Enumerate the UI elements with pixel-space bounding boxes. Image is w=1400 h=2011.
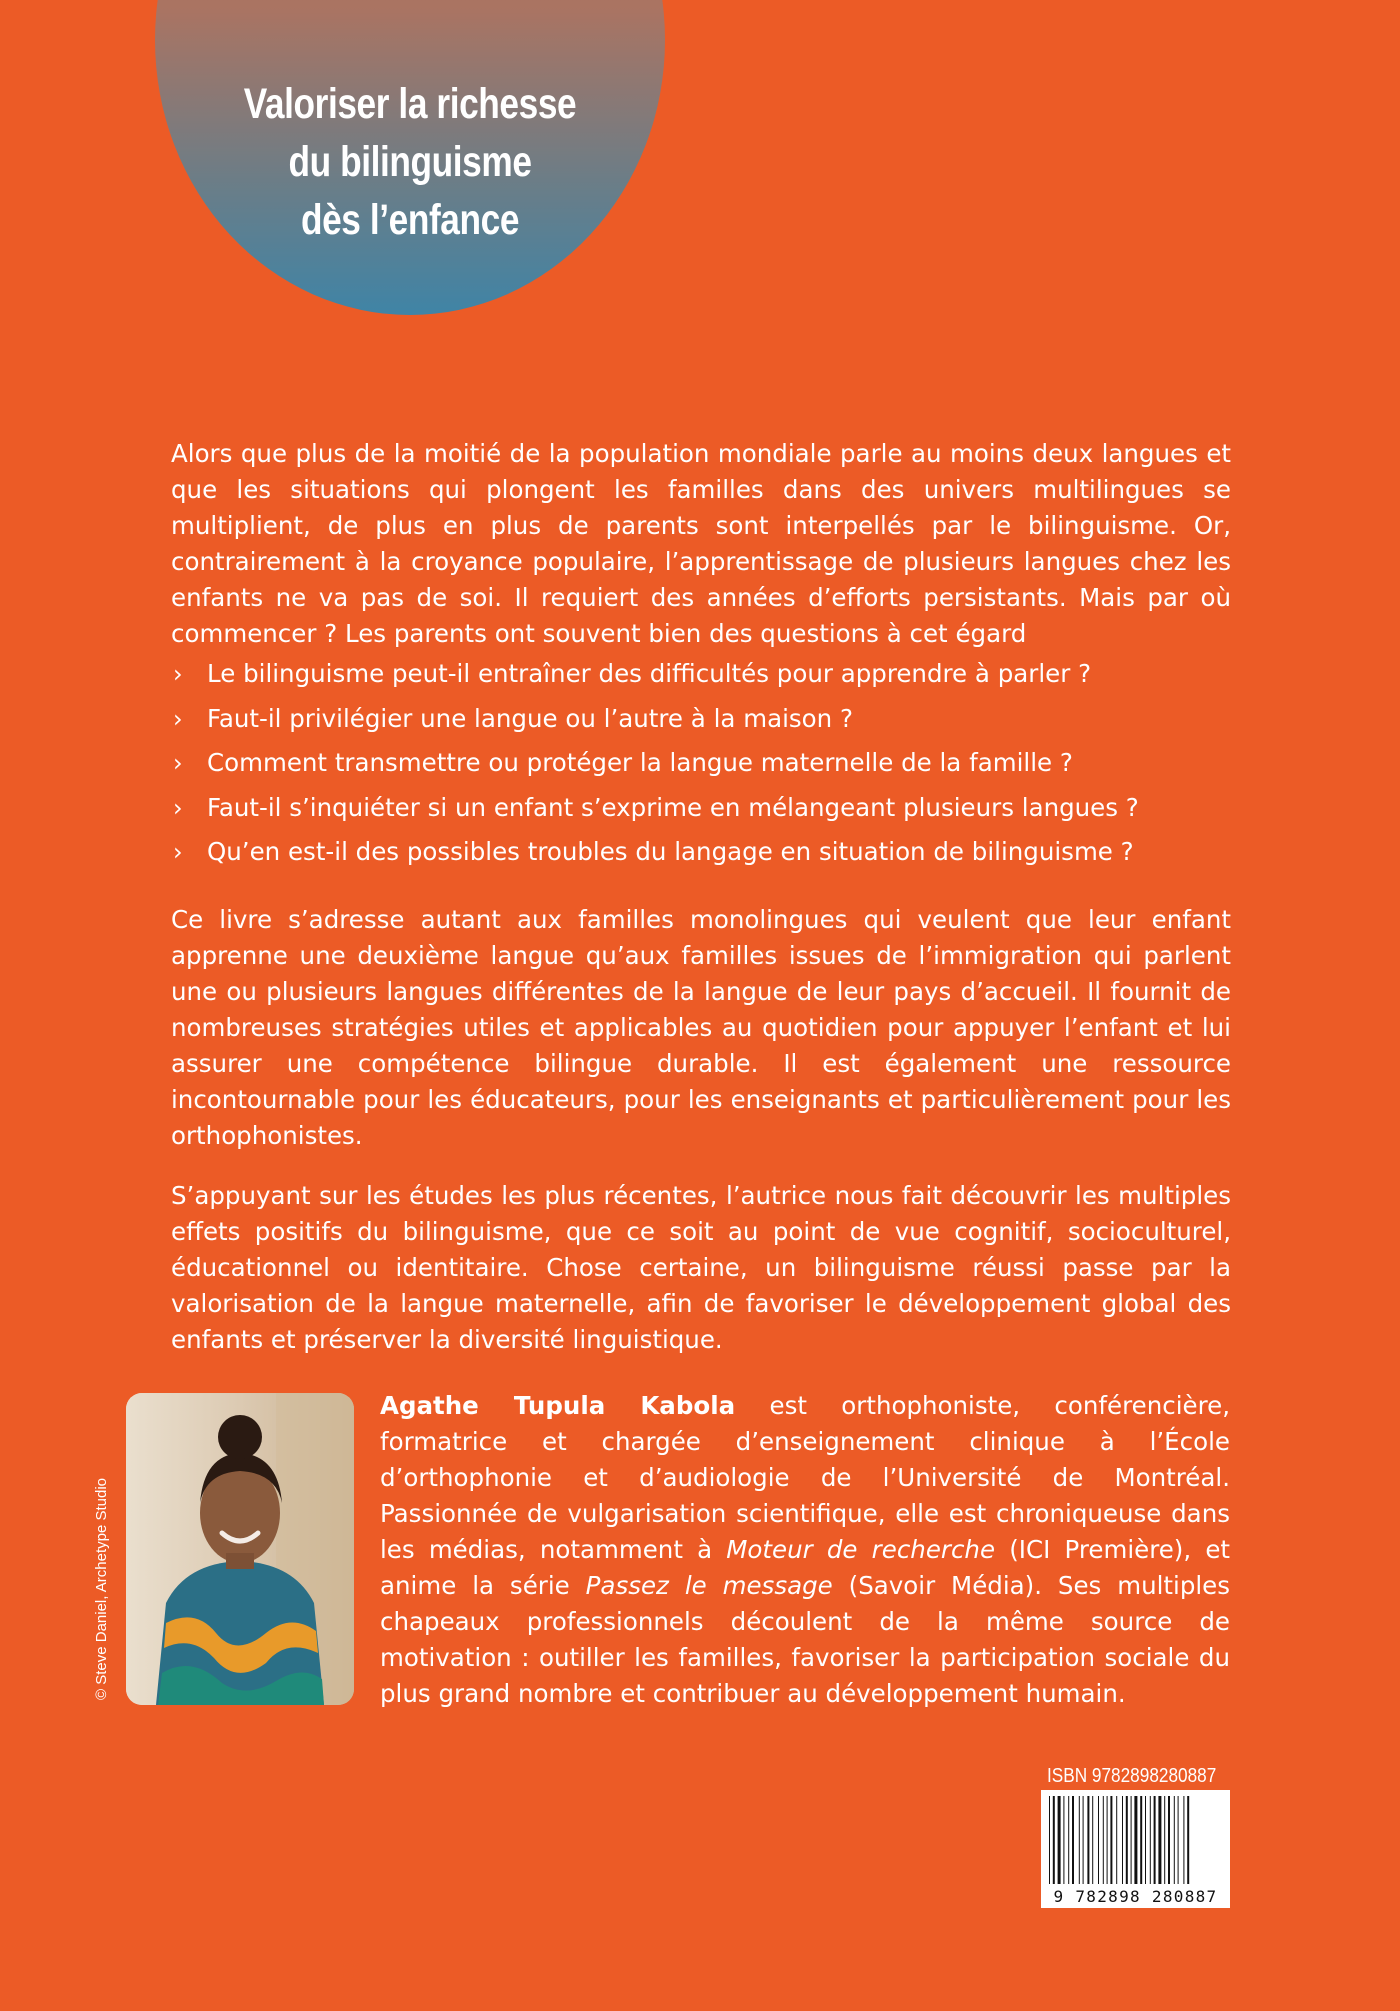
author-photo xyxy=(126,1393,354,1705)
barcode-bar xyxy=(1072,1796,1074,1884)
barcode-bar xyxy=(1049,1796,1050,1884)
title-badge xyxy=(155,0,665,315)
barcode-bar xyxy=(1126,1796,1128,1884)
barcode-bar xyxy=(1183,1796,1184,1884)
barcode-bars xyxy=(1041,1790,1230,1890)
barcode-bar xyxy=(1103,1796,1104,1884)
barcode-bar xyxy=(1092,1796,1093,1884)
barcode-bar xyxy=(1122,1796,1123,1884)
barcode-bar xyxy=(1107,1796,1108,1884)
barcode-bar xyxy=(1154,1796,1156,1884)
question-list xyxy=(171,656,1241,879)
barcode-bar xyxy=(1178,1796,1179,1884)
barcode-bar xyxy=(1063,1796,1064,1884)
bio-text-2: (ICI Première), et anime la série xyxy=(380,1535,1231,1600)
barcode-bar xyxy=(1079,1796,1080,1884)
barcode-bar xyxy=(1187,1796,1189,1884)
chevron-right-icon: › xyxy=(173,704,183,733)
author-bio xyxy=(380,1388,1230,1712)
barcode-bar xyxy=(1068,1796,1069,1884)
barcode-bar xyxy=(1134,1796,1137,1884)
book-title xyxy=(201,75,619,249)
question-text: Faut-il s’inquiéter si un enfant s’exprime en mélangeant plusieurs langues ? xyxy=(207,792,1139,822)
barcode-bar xyxy=(1140,1796,1142,1884)
barcode-bar xyxy=(1150,1796,1151,1884)
barcode-bar xyxy=(1145,1796,1146,1884)
barcode-bar xyxy=(1083,1796,1084,1884)
bio-text-1: est orthophoniste, conférencière, formatrice et chargée d’enseignement clinique à l’École d’orthophonie et d’audiologie de l’Université de Montréal. Passionnée de vulgarisation scientifique, elle est chroniqueuse dans les médias, notamment à xyxy=(380,1391,1230,1564)
author-portrait-illustration xyxy=(126,1393,354,1705)
question-text: Comment transmettre ou protéger la langue maternelle de la famille ? xyxy=(207,748,1073,777)
barcode-bar xyxy=(1158,1796,1161,1884)
show-title-2: Passez le message xyxy=(585,1571,833,1600)
title-line-3: dès l’enfance xyxy=(300,196,520,244)
barcode-bar xyxy=(1164,1796,1165,1884)
author-name: Agathe Tupula Kabola xyxy=(380,1391,736,1420)
barcode-bar xyxy=(1098,1796,1099,1884)
isbn-label: ISBN 9782898280887 xyxy=(1047,1765,1217,1787)
chevron-right-icon: › xyxy=(173,793,183,822)
barcode xyxy=(1041,1790,1230,1908)
bio-text-3: (Savoir Média). Ses multiples chapeaux professionnels découlent de la même source de motivation : outiller les familles, favoriser la participation sociale du plus grand nombre et contribuer au développement humain. xyxy=(380,1571,1231,1708)
barcode-bar xyxy=(1053,1796,1055,1884)
barcode-bar xyxy=(1168,1796,1170,1884)
list-item xyxy=(171,656,1241,701)
title-line-1: Valoriser la richesse xyxy=(243,80,577,128)
show-title-1: Moteur de recherche xyxy=(726,1535,996,1564)
chevron-right-icon: › xyxy=(173,660,183,688)
barcode-bar xyxy=(1087,1796,1089,1884)
question-text: Le bilinguisme peut-il entraîner des difficultés pour apprendre à parler ? xyxy=(207,659,1092,688)
list-item xyxy=(171,834,1241,879)
list-item xyxy=(171,790,1241,835)
title-line-2: du bilinguisme xyxy=(288,138,532,186)
barcode-bar xyxy=(1058,1796,1061,1884)
chevron-right-icon: › xyxy=(173,749,183,777)
barcode-digits: 9 782898 280887 xyxy=(1045,1886,1226,1908)
photo-credit: © Steve Daniel, Archetype Studio xyxy=(93,1477,110,1700)
barcode-bar xyxy=(1116,1796,1117,1884)
barcode-bar xyxy=(1131,1796,1132,1884)
list-item xyxy=(171,745,1241,790)
barcode-bar xyxy=(1110,1796,1112,1884)
question-text: Qu’en est-il des possibles troubles du langage en situation de bilinguisme ? xyxy=(207,837,1134,866)
list-item xyxy=(171,701,1241,746)
question-text: Faut-il privilégier une langue ou l’autre à la maison ? xyxy=(207,703,853,733)
benefits-paragraph: S’appuyant sur les études les plus récentes, l’autrice nous fait découvrir les multiples effets positifs du bilinguisme, que ce soit au point de vue cognitif, socioculturel, éducationnel ou identitaire. Chose certaine, un bilinguisme réussi passe par la valorisation de la langue maternelle, afin de favoriser le développement global des enfants et préserver la diversité linguistique. xyxy=(171,1181,1231,1354)
audience-paragraph: Ce livre s’adresse autant aux familles monolingues qui veulent que leur enfant apprenne une deuxième langue qu’aux familles issues de l’immigration qui parlent une ou plusieurs langues différentes de la langue de leur pays d’accueil. Il fournit de nombreuses stratégies utiles et applicables au quotidien pour appuyer l’enfant et lui assurer une compétence bilingue durable. Il est également une ressource incontournable pour les éducateurs, pour les enseignants et particulièrement pour les orthophonistes. xyxy=(171,905,1231,1150)
chevron-right-icon: › xyxy=(173,838,183,866)
intro-paragraph: Alors que plus de la moitié de la population mondiale parle au moins deux langues et que les situations qui plongent les familles dans des univers multilingues se multiplient, de plus en plus de parents sont interpellés par le bilinguisme. Or, contrairement à la croyance populaire, l’apprentissage de plusieurs langues chez les enfants ne va pas de soi. Il requiert des années d’efforts persistants. Mais par où commencer ? Les parents ont souvent bien des questions à cet égard xyxy=(171,439,1231,648)
barcode-bar xyxy=(1174,1796,1175,1884)
